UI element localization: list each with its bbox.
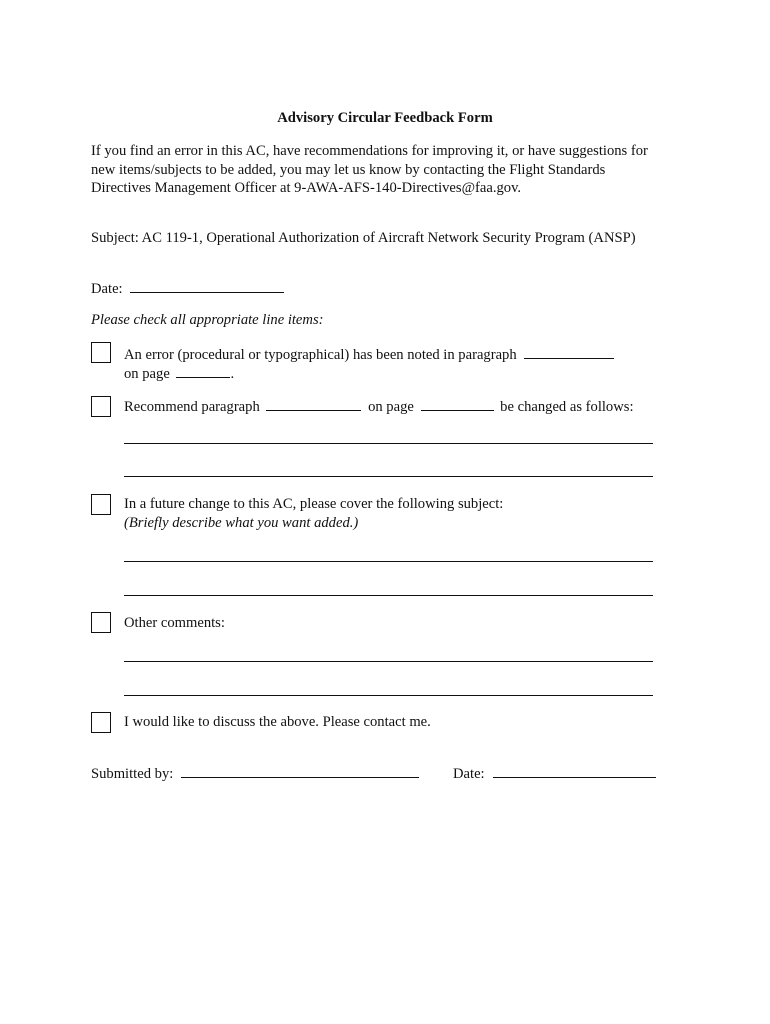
date-row (91, 279, 284, 298)
date-label: Date: (91, 281, 123, 297)
intro-line: new items/subjects to be added, you may let us know by contacting the Flight Standards (91, 161, 606, 178)
submitted-date-label: Date: (453, 766, 485, 782)
future-checkbox[interactable] (91, 494, 111, 515)
submitted-by-field[interactable] (181, 764, 419, 778)
form-title: Advisory Circular Feedback Form (277, 110, 493, 126)
error-row-2 (124, 364, 234, 383)
error-text: An error (procedural or typographical) has been noted in paragraph (124, 347, 517, 363)
recommend-checkbox[interactable] (91, 396, 111, 417)
recommend-paragraph-label: Recommend paragraph (124, 399, 260, 415)
recommend-answer-line[interactable] (124, 476, 653, 477)
subject-line: Subject: AC 119-1, Operational Authorization of Aircraft Network Security Program (ANSP) (91, 230, 636, 246)
error-checkbox[interactable] (91, 342, 111, 363)
discuss-checkbox[interactable] (91, 712, 111, 733)
intro-line: If you find an error in this AC, have recommendations for improving it, or have suggestions for (91, 143, 648, 159)
submitted-by-label: Submitted by: (91, 766, 174, 782)
other-answer-line[interactable] (124, 695, 653, 696)
error-page-label: on page (124, 366, 170, 382)
submitted-date-row (453, 764, 656, 783)
error-period: . (230, 366, 235, 382)
error-paragraph-field[interactable] (524, 345, 614, 359)
future-answer-line[interactable] (124, 561, 653, 562)
discuss-text: I would like to discuss the above. Please contact me. (124, 714, 431, 730)
error-row-1 (124, 345, 614, 364)
recommend-page-field[interactable] (421, 397, 494, 411)
date-field[interactable] (130, 279, 284, 293)
submitted-by-row (91, 764, 419, 783)
recommend-paragraph-field[interactable] (266, 397, 361, 411)
recommend-page-label: on page (368, 399, 414, 415)
recommend-row (124, 397, 634, 416)
error-page-field[interactable] (176, 364, 230, 378)
intro-line: Directives Management Officer at 9-AWA-AFS-140-Directives@faa.gov. (91, 180, 522, 196)
instructions: Please check all appropriate line items: (91, 312, 324, 328)
future-text: In a future change to this AC, please cover the following subject: (124, 496, 504, 512)
other-checkbox[interactable] (91, 612, 111, 633)
submitted-date-field[interactable] (493, 764, 656, 778)
recommend-answer-line[interactable] (124, 443, 653, 444)
future-answer-line[interactable] (124, 595, 653, 596)
other-text: Other comments: (124, 615, 225, 631)
other-answer-line[interactable] (124, 661, 653, 662)
intro-paragraph (91, 142, 691, 198)
recommend-change-label: be changed as follows: (500, 399, 634, 415)
future-hint: (Briefly describe what you want added.) (124, 515, 359, 531)
